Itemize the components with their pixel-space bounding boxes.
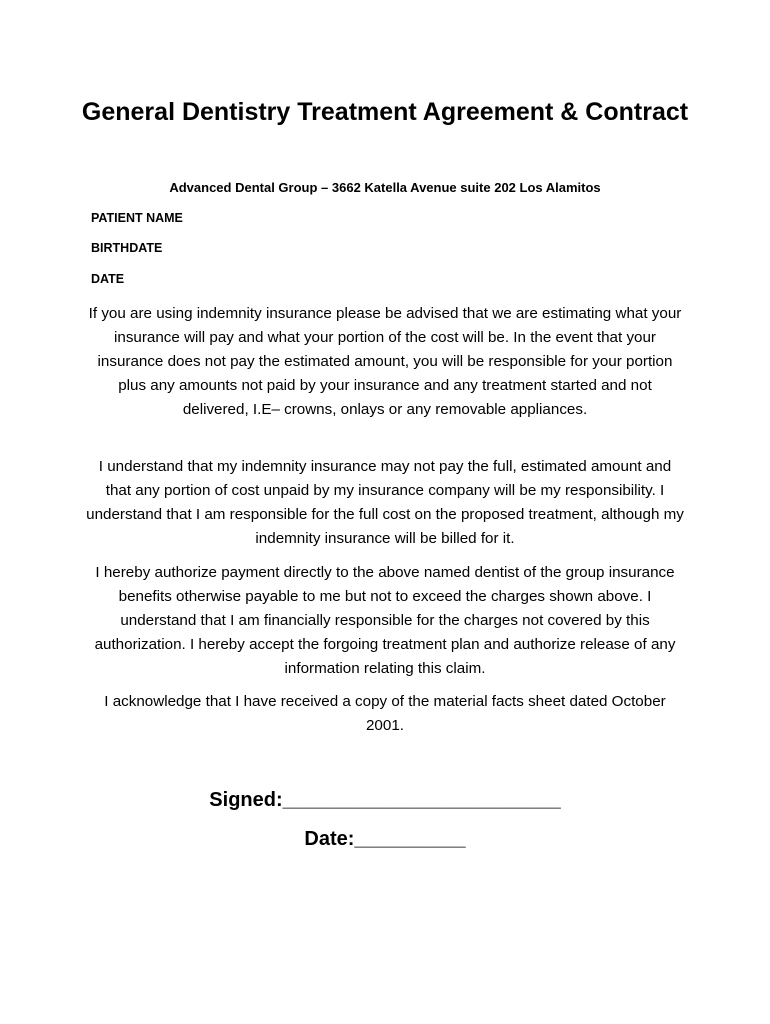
birthdate-label: BIRTHDATE (91, 241, 163, 255)
insurance-estimate-paragraph: If you are using indemnity insurance please be advised that we are estimating what your insurance will pay and what your portion of the cost will be. In the event that your insurance does not pay the estimated amount, you will be responsible for your portion plus any amounts not paid by your insurance and any treatment started and not delivered, I.E– crowns, onlays or any removable appliances. (88, 305, 682, 418)
facts-sheet-acknowledgement: I acknowledge that I have received a copy of the material facts sheet dated October 2001. (104, 693, 666, 734)
practice-address: Advanced Dental Group – 3662 Katella Avenue suite 202 Los Alamitos (169, 180, 601, 195)
signature-line: Signed:_________________________ (209, 789, 561, 811)
patient-name-label: PATIENT NAME (91, 211, 183, 225)
signature-date-line: Date:__________ (304, 828, 466, 850)
document-title: General Dentistry Treatment Agreement & Contract (81, 98, 689, 126)
insurance-responsibility-paragraph: I understand that my indemnity insurance may not pay the full, estimated amount and that any portion of cost unpaid by my insurance company will be my responsibility. I understand that I am responsible for the full cost on the proposed treatment, although my indemnity insurance will be billed for it. (86, 458, 684, 547)
payment-authorization-paragraph: I hereby authorize payment directly to the above named dentist of the group insurance benefits otherwise payable to me but not to exceed the charges shown above. I understand that I am financially responsible for the charges not covered by this authorization. I hereby accept the forgoing treatment plan and authorize release of any information relating this claim. (94, 564, 676, 677)
date-label: DATE (91, 272, 125, 286)
